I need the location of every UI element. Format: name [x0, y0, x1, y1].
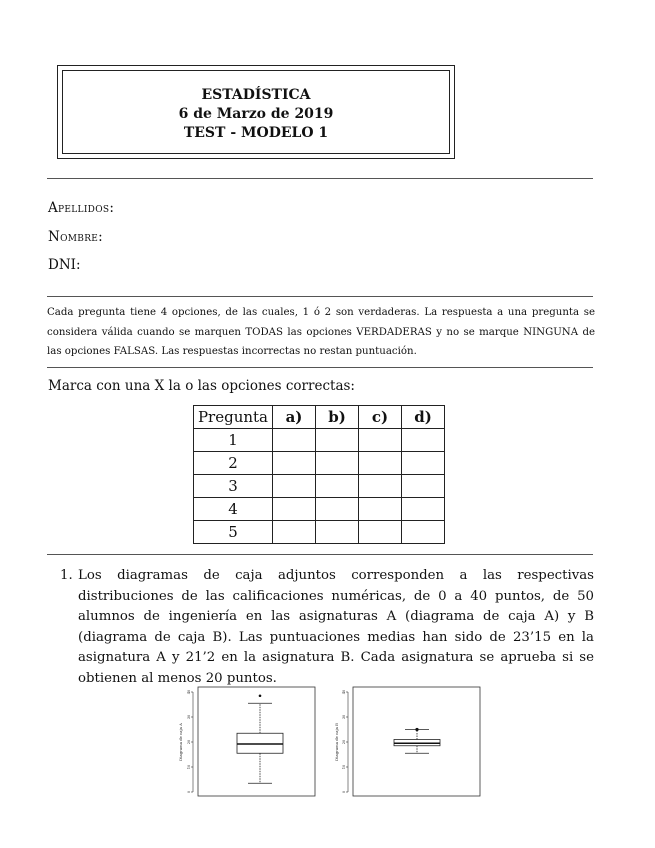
answer-cell[interactable]: [359, 498, 402, 521]
outlier-point: [259, 694, 262, 697]
divider: [47, 178, 593, 179]
y-tick-label: 0: [187, 790, 191, 794]
instructions-text: Cada pregunta tiene 4 opciones, de las cuales, 1 ó 2 son verdaderas. La respuesta a una pregunta se considera válida cuando se marquen TODAS las opciones VERDADERAS y no se marque NINGUNA de las opciones FALSAS. Las respuestas incorrectas no restan puntuación.: [47, 307, 595, 358]
divider: [47, 554, 593, 555]
divider: [47, 296, 593, 297]
boxplot-a: [175, 682, 320, 800]
nombre-label: Nombre:: [48, 229, 104, 245]
header-option-d: d): [402, 406, 445, 429]
title-box: [57, 65, 455, 159]
question-number: 1.: [60, 568, 73, 583]
answer-cell[interactable]: [273, 429, 316, 452]
answer-cell[interactable]: [273, 521, 316, 544]
table-row: [194, 429, 445, 452]
answer-cell[interactable]: [359, 429, 402, 452]
answer-cell[interactable]: [316, 521, 359, 544]
y-tick-label: 20: [342, 739, 346, 745]
answer-cell[interactable]: [402, 429, 445, 452]
header-pregunta: Pregunta: [194, 406, 273, 429]
y-ticks: [187, 689, 193, 793]
answer-cell[interactable]: [402, 452, 445, 475]
apellidos-label: Apellidos:: [48, 200, 115, 216]
boxplot-b: [333, 682, 483, 800]
answer-cell[interactable]: [402, 521, 445, 544]
answer-cell[interactable]: [316, 498, 359, 521]
y-tick-label: 20: [187, 739, 191, 745]
table-row: [194, 521, 445, 544]
answer-cell[interactable]: [359, 452, 402, 475]
question-1: [60, 566, 594, 689]
y-tick-label: 30: [342, 714, 346, 720]
y-tick-label: 40: [342, 689, 346, 695]
header-option-b: b): [316, 406, 359, 429]
answer-cell[interactable]: [316, 452, 359, 475]
answer-cell[interactable]: [273, 475, 316, 498]
answer-cell[interactable]: [316, 429, 359, 452]
y-tick-label: 40: [187, 689, 191, 695]
y-tick-label: 10: [342, 764, 346, 770]
question-number: 1: [194, 429, 273, 452]
table-row: [194, 475, 445, 498]
dni-label: DNI:: [48, 257, 81, 273]
answer-cell[interactable]: [402, 498, 445, 521]
question-number: 2: [194, 452, 273, 475]
header-option-a: a): [273, 406, 316, 429]
y-axis-label: Diagrama de caja A: [178, 723, 183, 761]
table-row: [194, 452, 445, 475]
answer-cell[interactable]: [273, 452, 316, 475]
answer-cell[interactable]: [273, 498, 316, 521]
question-number: 5: [194, 521, 273, 544]
question-number: 4: [194, 498, 273, 521]
plot-frame: [353, 687, 480, 796]
exam-date: 6 de Marzo de 2019: [178, 106, 334, 122]
answer-cell[interactable]: [359, 521, 402, 544]
question-text: Los diagramas de caja adjuntos corresponden a las respectivas distribuciones de las calificaciones numéricas, de 0 a 40 puntos, de 50 alumnos de ingeniería en las asignaturas A (diagrama de caja A) y B (diagrama de caja B). Las puntuaciones medias han sido de 23’15 en la asignatura A y 21’2 en la asignatura B. Cada asignatura se aprueba si se obtienen al menos 20 puntos.: [78, 568, 594, 686]
y-tick-label: 30: [187, 714, 191, 720]
outlier-point: [415, 728, 418, 731]
answer-cell[interactable]: [359, 475, 402, 498]
y-tick-label: 0: [342, 790, 346, 794]
answer-cell[interactable]: [316, 475, 359, 498]
header-option-c: c): [359, 406, 402, 429]
answer-cell[interactable]: [402, 475, 445, 498]
y-axis-label: Diagrama de caja B: [334, 723, 339, 761]
y-ticks: [342, 689, 348, 793]
divider: [47, 367, 593, 368]
table-row: [194, 498, 445, 521]
subject-title: ESTADÍSTICA: [201, 87, 311, 103]
answer-table: [193, 405, 445, 544]
answer-table-header: [194, 406, 445, 429]
question-number: 3: [194, 475, 273, 498]
test-model: TEST - MODELO 1: [183, 125, 329, 141]
y-tick-label: 10: [187, 764, 191, 770]
answer-prompt: Marca con una X la o las opciones correctas:: [48, 378, 355, 394]
